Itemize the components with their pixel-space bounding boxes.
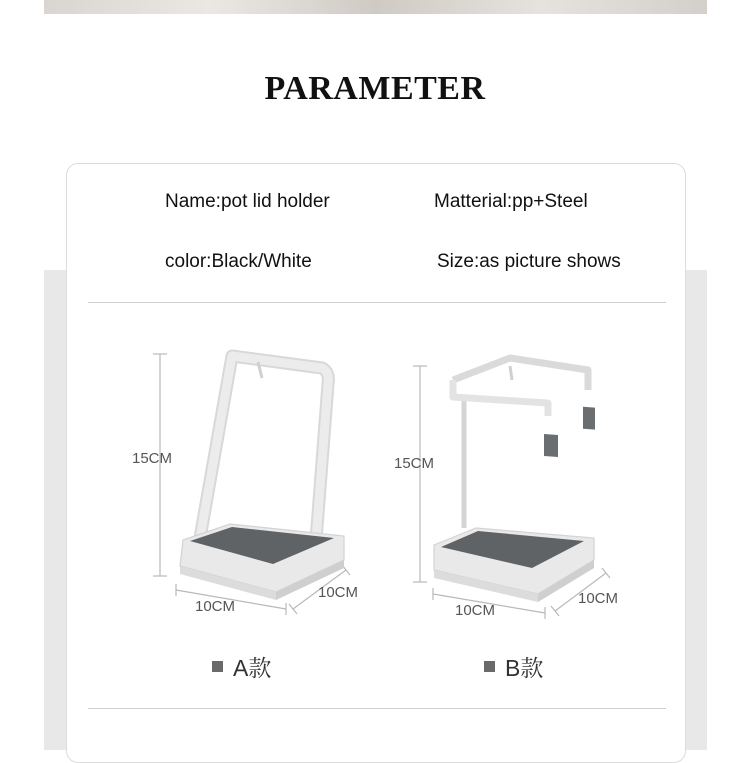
spec-material: Matterial:pp+Steel xyxy=(434,191,588,212)
product-b-height: 15CM xyxy=(394,455,435,472)
bottom-divider xyxy=(88,708,666,709)
square-bullet-icon xyxy=(484,661,495,672)
spec-name: Name:pot lid holder xyxy=(165,191,330,212)
spec-size: Size:as picture shows xyxy=(437,251,621,272)
product-a-label-text: A款 xyxy=(233,655,272,681)
spec-color: color:Black/White xyxy=(165,251,312,272)
product-a-label xyxy=(212,650,271,683)
page-title: PARAMETER xyxy=(264,70,486,107)
product-b-depth: 10CM xyxy=(578,590,619,607)
product-b-label xyxy=(484,650,543,683)
square-bullet-icon xyxy=(212,661,223,672)
product-a-height: 15CM xyxy=(132,450,173,467)
product-a-depth: 10CM xyxy=(318,584,359,601)
product-b-label-text: B款 xyxy=(505,655,544,681)
product-b-width: 10CM xyxy=(455,602,496,619)
product-a-width: 10CM xyxy=(195,598,236,615)
